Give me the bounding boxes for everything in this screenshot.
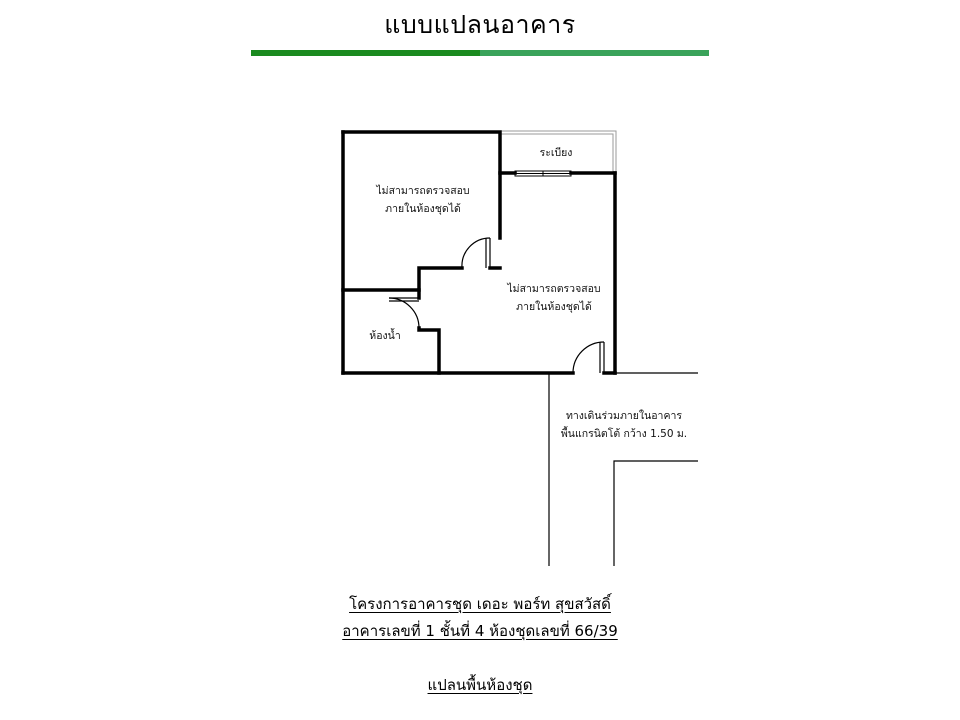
page-title: แบบแปลนอาคาร — [384, 10, 576, 39]
main-room-label-line1: ไม่สามารถตรวจสอบ — [507, 283, 601, 295]
door-entrance — [573, 342, 604, 373]
corridor-wall-right — [614, 461, 698, 566]
door-upper-left-room — [462, 238, 490, 268]
bathroom-label: ห้องน้ำ — [369, 330, 401, 342]
building-caption: อาคารเลขที่ 1 ชั้นที่ 4 ห้องชุดเลขที่ 66/39 — [342, 622, 618, 640]
project-caption: โครงการอาคารชุด เดอะ พอร์ท สุขสวัสดิ์ — [349, 595, 611, 613]
door-bathroom — [389, 298, 419, 328]
upper-left-room-label-line2: ภายในห้องชุดได้ — [385, 203, 461, 215]
wall-partition-lower — [343, 268, 462, 290]
upper-left-room-label-line1: ไม่สามารถตรวจสอบ — [376, 185, 470, 197]
corridor-lines — [549, 373, 698, 566]
corridor-label-line2: พื้นแกรนิตโต้ กว้าง 1.50 ม. — [560, 428, 688, 440]
main-room-label-line2: ภายในห้องชุดได้ — [516, 301, 592, 313]
corridor-label-line1: ทางเดินร่วมภายในอาคาร — [565, 410, 683, 422]
balcony-label: ระเบียง — [539, 147, 573, 159]
plan-name-caption: แปลนพื้นห้องชุด — [427, 676, 533, 694]
balcony-sliding-door — [515, 171, 571, 176]
wall-bathroom-lower — [419, 328, 439, 373]
